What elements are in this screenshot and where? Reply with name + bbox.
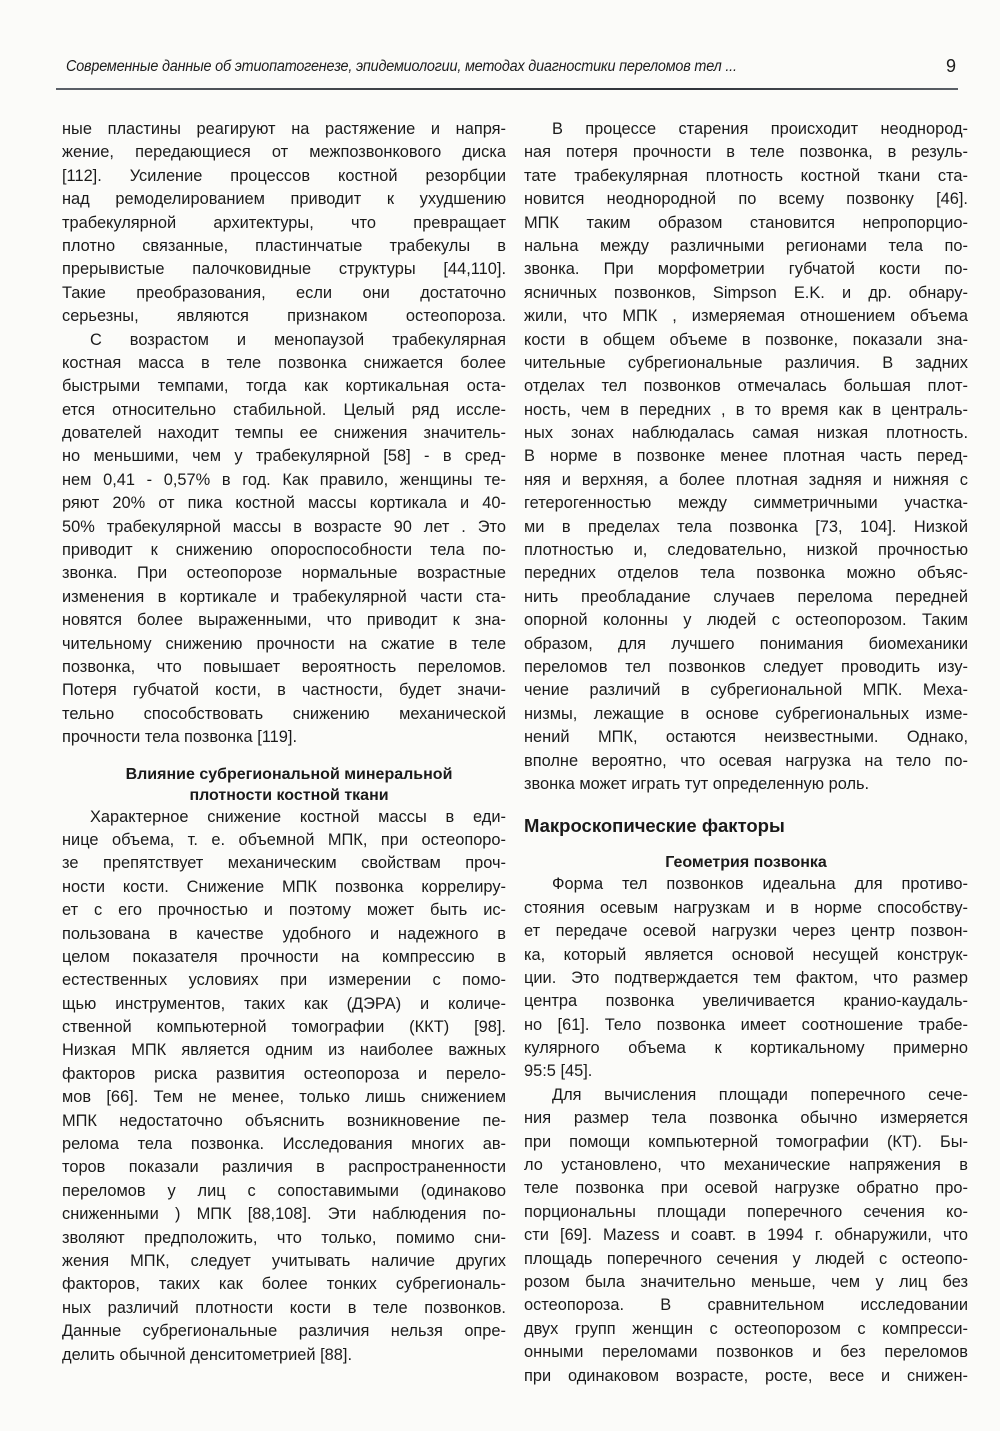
text-line: серьезны, являются признаком остеопороза. — [62, 307, 506, 326]
text-line: теле позвонка при осевой нагрузке обратно про- — [524, 1179, 968, 1198]
text-line: жение, передающиеся от межпозвонкового диска — [62, 143, 506, 162]
text-line: при одинаковом возрасте, росте, весе и снижен- — [524, 1366, 968, 1385]
text-line: сниженными ) МПК [88,108]. Эти наблюдения по- — [62, 1205, 506, 1224]
text-line: нить преобладание случаев перелома передней — [524, 587, 968, 606]
text-line: В процессе старения происходит неоднород- — [552, 120, 968, 138]
text-line: вполне вероятно, что осевая нагрузка на тело по- — [524, 751, 968, 770]
text-line: Характерное снижение костной массы в еди- — [90, 807, 506, 826]
text-line: центра позвонка увеличивается кранио-каудаль- — [524, 992, 968, 1011]
text-line: торов показали различия в распространенности — [62, 1158, 506, 1177]
text-line: нальна между различными регионами тела по- — [524, 236, 968, 255]
page-number: 9 — [945, 56, 956, 76]
text-line: ные пластины реагируют на растяжение и напря- — [62, 120, 506, 138]
text-line: ло установлено, что механические напряжения в — [524, 1156, 968, 1175]
text-line: новится неоднородной по всему позвонку [46]. — [524, 190, 968, 209]
paragraph — [524, 1084, 968, 1388]
text-line: плотно связанные, пластинчатые трабекулы в — [62, 236, 506, 255]
text-line: С возрастом и менопаузой трабекулярная — [90, 330, 506, 349]
paragraph — [62, 118, 506, 329]
text-line: Для вычисления площади поперечного сече- — [552, 1085, 968, 1104]
text-line: Форма тел позвонков идеальна для противо- — [552, 875, 968, 894]
text-line: дователей находит темпы ее снижения значитель- — [62, 424, 506, 443]
text-line: онными переломами позвонков и без переломов — [524, 1343, 968, 1362]
section-heading: Макроскопические факторы — [524, 815, 785, 837]
text-line: стояния осевым нагрузкам и в норме способству- — [524, 898, 968, 917]
right-column — [524, 118, 968, 1388]
text-line: переломов у лиц с сопоставимыми (одинаково — [62, 1181, 506, 1200]
text-line: естественных условиях при измерении с помо- — [62, 971, 506, 990]
text-line: низмы, лежащие в основе субрегиональных изме- — [524, 704, 968, 723]
paragraph — [62, 806, 506, 1367]
text-line: ряют 20% от пика костной массы кортикала и 40- — [62, 494, 506, 513]
text-line: прочности тела позвонка [119]. — [62, 728, 297, 747]
text-line: ет с его прочностью и поэтому может быть ис- — [62, 901, 506, 920]
text-line: но [61]. Тело позвонка имеет соотношение трабе- — [524, 1015, 968, 1034]
left-column — [62, 118, 506, 1367]
text-line: В норме в позвонке менее плотная часть перед- — [524, 447, 968, 466]
running-header — [66, 52, 958, 86]
text-line: площадь поперечного сечения у людей с остеопо- — [524, 1249, 968, 1268]
text-line: ных различий плотности кости в теле позвонков. — [62, 1298, 506, 1317]
text-line: 50% трабекулярной массы в возрасте 90 лет . Это — [62, 517, 506, 536]
text-line: ет передаче осевой нагрузки через центр позвон- — [524, 922, 968, 941]
text-line: делить обычной денситометрией [88]. — [62, 1345, 353, 1364]
text-line: щью инструментов, таких как (ДЭРА) и количе- — [62, 994, 506, 1013]
text-line: кости в общем объеме в позвонке, показали зна- — [524, 330, 968, 349]
text-line: звонка. При остеопорозе нормальные возрастные — [62, 564, 506, 583]
subsection-heading — [62, 764, 506, 806]
text-line: звонка может играть тут определенную роль. — [524, 774, 870, 793]
text-line: ная потеря прочности в теле позвонка, в резуль- — [524, 143, 968, 162]
header-rule — [56, 88, 958, 90]
text-line: ясничных позвонков, Simpson E.K. и др. обнару- — [524, 283, 968, 302]
text-line: звонка. При морфометрии губчатой кости по- — [524, 260, 968, 279]
text-line: нем 0,41 - 0,57% в год. Как правило, женщины те- — [62, 470, 506, 489]
text-line: прерывистые палочковидные структуры [44,110]. — [62, 260, 506, 279]
text-line: чительному снижению прочности на сжатие в теле — [62, 634, 506, 653]
text-line: костная масса в теле позвонка снижается более — [62, 353, 506, 372]
text-line: но меньшими, чем у трабекулярной [58] - в сред- — [62, 447, 506, 466]
text-line: жили, что МПК , измеряемая отношением объема — [524, 307, 968, 326]
text-line: приводит к снижению опороспособности тела по- — [62, 541, 506, 560]
text-line: факторов, таких как более тонких субрегиональ- — [62, 1275, 506, 1294]
text-line: над ремоделированием приводит к ухудшению — [62, 190, 506, 209]
text-line: передних отделов тела позвонка можно объяс- — [524, 564, 968, 583]
subheading-line: плотности костной ткани — [189, 786, 389, 804]
text-line: нице объема, т. е. объемной МПК, при остеопоро- — [62, 830, 506, 849]
text-line: кулярного объема к кортикальному примерно — [524, 1039, 968, 1058]
text-line: остеопороза. В сравнительном исследовании — [524, 1296, 968, 1315]
paragraph — [524, 873, 968, 1084]
text-line: позвонка, что повышает вероятность переломов. — [62, 657, 506, 676]
text-line: ственной компьютерной томографии (ККТ) [98]. — [62, 1018, 506, 1037]
paragraph — [524, 118, 968, 796]
subheading-line: Влияние субрегиональной минеральной — [125, 765, 453, 783]
text-line: новятся более выраженными, что приводит к зна- — [62, 611, 506, 630]
text-line: опорной колонны у людей с остеопорозом. Таким — [524, 611, 968, 630]
text-line: розом была значительно меньше, чем у лиц без — [524, 1272, 968, 1291]
text-line: Такие преобразования, если они достаточно — [62, 283, 506, 302]
text-line: МПК таким образом становится непропорцио- — [524, 213, 968, 232]
text-line: ми в пределах тела позвонка [73, 104]. Низкой — [524, 517, 968, 536]
text-line: ность, чем в передних , в то время как в централь- — [524, 400, 968, 419]
text-line: 95:5 [45]. — [524, 1062, 593, 1081]
text-line: чение различий в субрегиональной МПК. Меха- — [524, 681, 968, 700]
text-line: жения МПК, следует учитывать наличие других — [62, 1251, 506, 1270]
text-line: нений МПК, остаются неизвестными. Однако, — [524, 728, 968, 747]
running-title: Современные данные об этиопатогенезе, эпидемиологии, методах диагностики переломов тел ... — [66, 58, 737, 75]
text-line: быстрыми темпами, тогда как кортикальная оста- — [62, 377, 506, 396]
text-line: изменения в кортикале и трабекулярной части ста- — [62, 587, 506, 606]
text-line: сти [69]. Mazess и соавт. в 1994 г. обнаружили, что — [524, 1226, 968, 1245]
text-line: мов [66]. Тем не менее, только лишь снижением — [62, 1088, 506, 1107]
paragraph — [62, 329, 506, 750]
text-line: тельно способствовать снижению механической — [62, 704, 506, 723]
text-line: ется относительно стабильной. Целый ряд иссле- — [62, 400, 506, 419]
text-line: Потеря губчатой кости, в частности, будет значи- — [62, 681, 506, 700]
text-line: чительные субрегиональные различия. В задних — [524, 353, 968, 372]
text-line: целом показателя прочности на компрессию в — [62, 947, 506, 966]
text-line: релома тела позвонка. Исследования многих ав- — [62, 1135, 506, 1154]
text-line: ка, который является основой несущей конструк- — [524, 945, 968, 964]
text-line: зволяют предположить, что только, помимо сни- — [62, 1228, 506, 1247]
text-line: ных зонах наблюдалась самая низкая плотность. — [524, 424, 968, 443]
text-line: при помощи компьютерной томографии (КТ). Бы- — [524, 1132, 968, 1151]
text-line: ности кости. Снижение МПК позвонка коррелиру- — [62, 877, 506, 896]
text-line: пользована в качестве удобного и надежного в — [62, 924, 506, 943]
text-line: зе препятствует механическим свойствам проч- — [62, 854, 506, 873]
text-line: двух групп женщин с остеопорозом с компресси- — [524, 1319, 968, 1338]
text-line: переломов тел позвонков следует проводить изу- — [524, 657, 968, 676]
text-line: образом, для лучшего понимания биомеханики — [524, 634, 968, 653]
text-line: отделах тел позвонков отмечалась большая плот- — [524, 377, 968, 396]
text-line: ния размер тела позвонка обычно измеряется — [524, 1109, 968, 1128]
text-line: ции. Это подтверждается тем фактом, что размер — [524, 968, 968, 987]
text-line: плотностью и, следовательно, низкой прочностью — [524, 541, 968, 560]
text-line: МПК недостаточно объяснить возникновение пе- — [62, 1111, 506, 1130]
text-line: Данные субрегиональные различия нельзя опре- — [62, 1322, 506, 1341]
text-line: факторов риска развития остеопороза и перело- — [62, 1064, 506, 1083]
text-line: няя и верхняя, а более плотная задняя и нижняя с — [524, 470, 968, 489]
text-line: гетерогенностью между симметричными участка- — [524, 494, 968, 513]
subsection-heading: Геометрия позвонка — [665, 854, 827, 872]
text-line: [112]. Усиление процессов костной резорбции — [62, 166, 506, 185]
text-line: тате трабекулярная плотность костной ткани ста- — [524, 166, 968, 185]
text-line: Низкая МПК является одним из наиболее важных — [62, 1041, 506, 1060]
text-line: трабекулярной архитектуры, что превращает — [62, 213, 506, 232]
text-line: порциональны площади поперечного сечения ко- — [524, 1202, 968, 1221]
